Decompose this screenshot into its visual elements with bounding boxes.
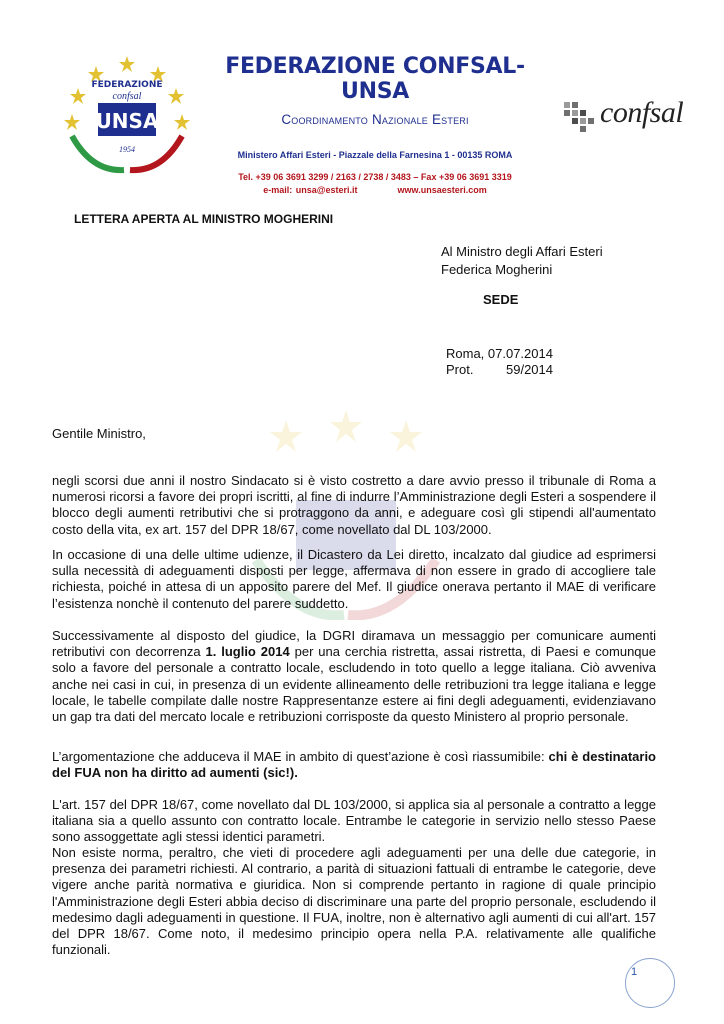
paragraph-4-bold-statement: chi è destinatario del FUA non ha diritto ad aumenti (sic!). [52, 749, 656, 781]
organization-address: Ministero Affari Esteri - Piazzale della Farnesina 1 - 00135 ROMA [237, 150, 513, 160]
paragraph-5: L'art. 157 del DPR 18/67, come novellato dal DL 103/2000, si applica sia al personale a contratto a legge italiana sia a quello assunto con contratto locale. Entrambe le categorie in servizio nello stesso Paese sono assoggettate agli stessi identici parametri. [52, 797, 656, 845]
organization-phone-fax: Tel. +39 06 3691 3299 / 2163 / 2738 / 3483 – Fax +39 06 3691 3319 [238, 172, 512, 182]
letter-date: Roma, 07.07.2014 [446, 346, 553, 361]
paragraph-6: Non esiste norma, peraltro, che vieti di procedere agli adeguamenti per una delle due categorie, in presenza dei parametri richiesti. Al contrario, a parità di situazioni fattuali di entrambe le categorie, deve vigere anche parità normativa e giuridica. Non si comprende pertanto in ragione di quale principio l'Amministrazione degli Esteri abbia deciso di discriminare una parte del proprio personale, escludendo il medesimo dagli adeguamenti in questione. Il FUA, inoltre, non è alternativo agli aumenti di cui all'art. 157 del DPR 18/67. Come noto, il medesimo principio opera nella P.A. relativamente alle qualifiche funzionali. [52, 845, 656, 958]
logo-line2: confsal [112, 91, 142, 102]
letterhead [210, 54, 540, 197]
organization-title: FEDERAZIONE CONFSAL-UNSA [225, 54, 525, 104]
unsa-logo [62, 52, 192, 177]
paragraph-1: negli scorsi due anni il nostro Sindacato si è visto costretto a dare avvio presso il tribunale di Roma a numerosi ricorsi a favore dei propri iscritti, al fine di indurre l’Amministrazione degli Esteri a sospendere il blocco degli aumenti retributivi che si protraggono da anni, e adeguare così gli stipendi all'aumentato costo della vita, ex art. 157 del DPR 18/67, come novellato dal DL 103/2000. [52, 473, 656, 537]
paragraph-3-bold-date: 1. luglio 2014 [205, 644, 290, 660]
organization-subtitle: Coordinamento Nazionale Esteri [281, 112, 469, 127]
organization-email: e-mail: unsa@esteri.it [263, 185, 358, 195]
recipient-name: Federica Mogherini [441, 262, 553, 277]
protocol-line [446, 362, 553, 377]
paragraph-3-part2: per una cerchia ristretta, assai ristretta, di Paesi e comunque solo a favore del personale a contratto locale, escludendo in toto quello a legge italiana. Ciò avveniva anche nei casi in cui, in presenza di un evidente allineamento delle retribuzioni tra legge italiana e legge locale, le tabelle compilate dalle nostre Rappresentanze estere ai fini degli adeguamenti, evidenziavano un gap tra dati del mercato locale e retribuzioni corrisposte da questo Ministero al proprio personale. [52, 644, 656, 725]
recipient-sede: SEDE [483, 292, 519, 307]
recipient-title: Al Ministro degli Affari Esteri [441, 244, 603, 259]
paragraph-2: In occasione di una delle ultime udienze, il Dicastero da Lei diretto, incalzato dal giudice ad esprimersi sulla necessità di adeguamenti disposti per legge, affermava di non essere in grado di accogliere tale richiesta, poiché in attesa di un apposito parere del Mef. Il giudice onerava pertanto il MAE di verificare l’esistenza nonchè il contenuto del parere suddetto. [52, 547, 656, 611]
protocol-number: 59/2014 [506, 362, 553, 377]
logo-line1: FEDERAZIONE [91, 80, 163, 90]
page-number: 1 [631, 966, 638, 978]
organization-website: www.unsaesteri.com [397, 185, 487, 195]
confsal-logo-text: confsal [600, 96, 684, 129]
paragraph-3-part1: Successivamente al disposto del giudice, la DGRI diramava un messaggio per comunicare aumenti retributivi con decorrenza [52, 628, 656, 660]
letter-subject: LETTERA APERTA AL MINISTRO MOGHERINI [74, 212, 334, 226]
organization-contacts [210, 184, 540, 197]
paragraph-3 [52, 628, 656, 725]
logo-line3: UNSA [95, 109, 159, 133]
protocol-label: Prot. [446, 362, 474, 377]
paragraph-4 [52, 749, 656, 781]
logo-year: 1954 [119, 145, 135, 154]
paragraph-4-part1: L’argomentazione che adduceva il MAE in ambito di quest’azione è così riassumibile: [52, 749, 549, 764]
greeting: Gentile Ministro, [52, 426, 146, 441]
